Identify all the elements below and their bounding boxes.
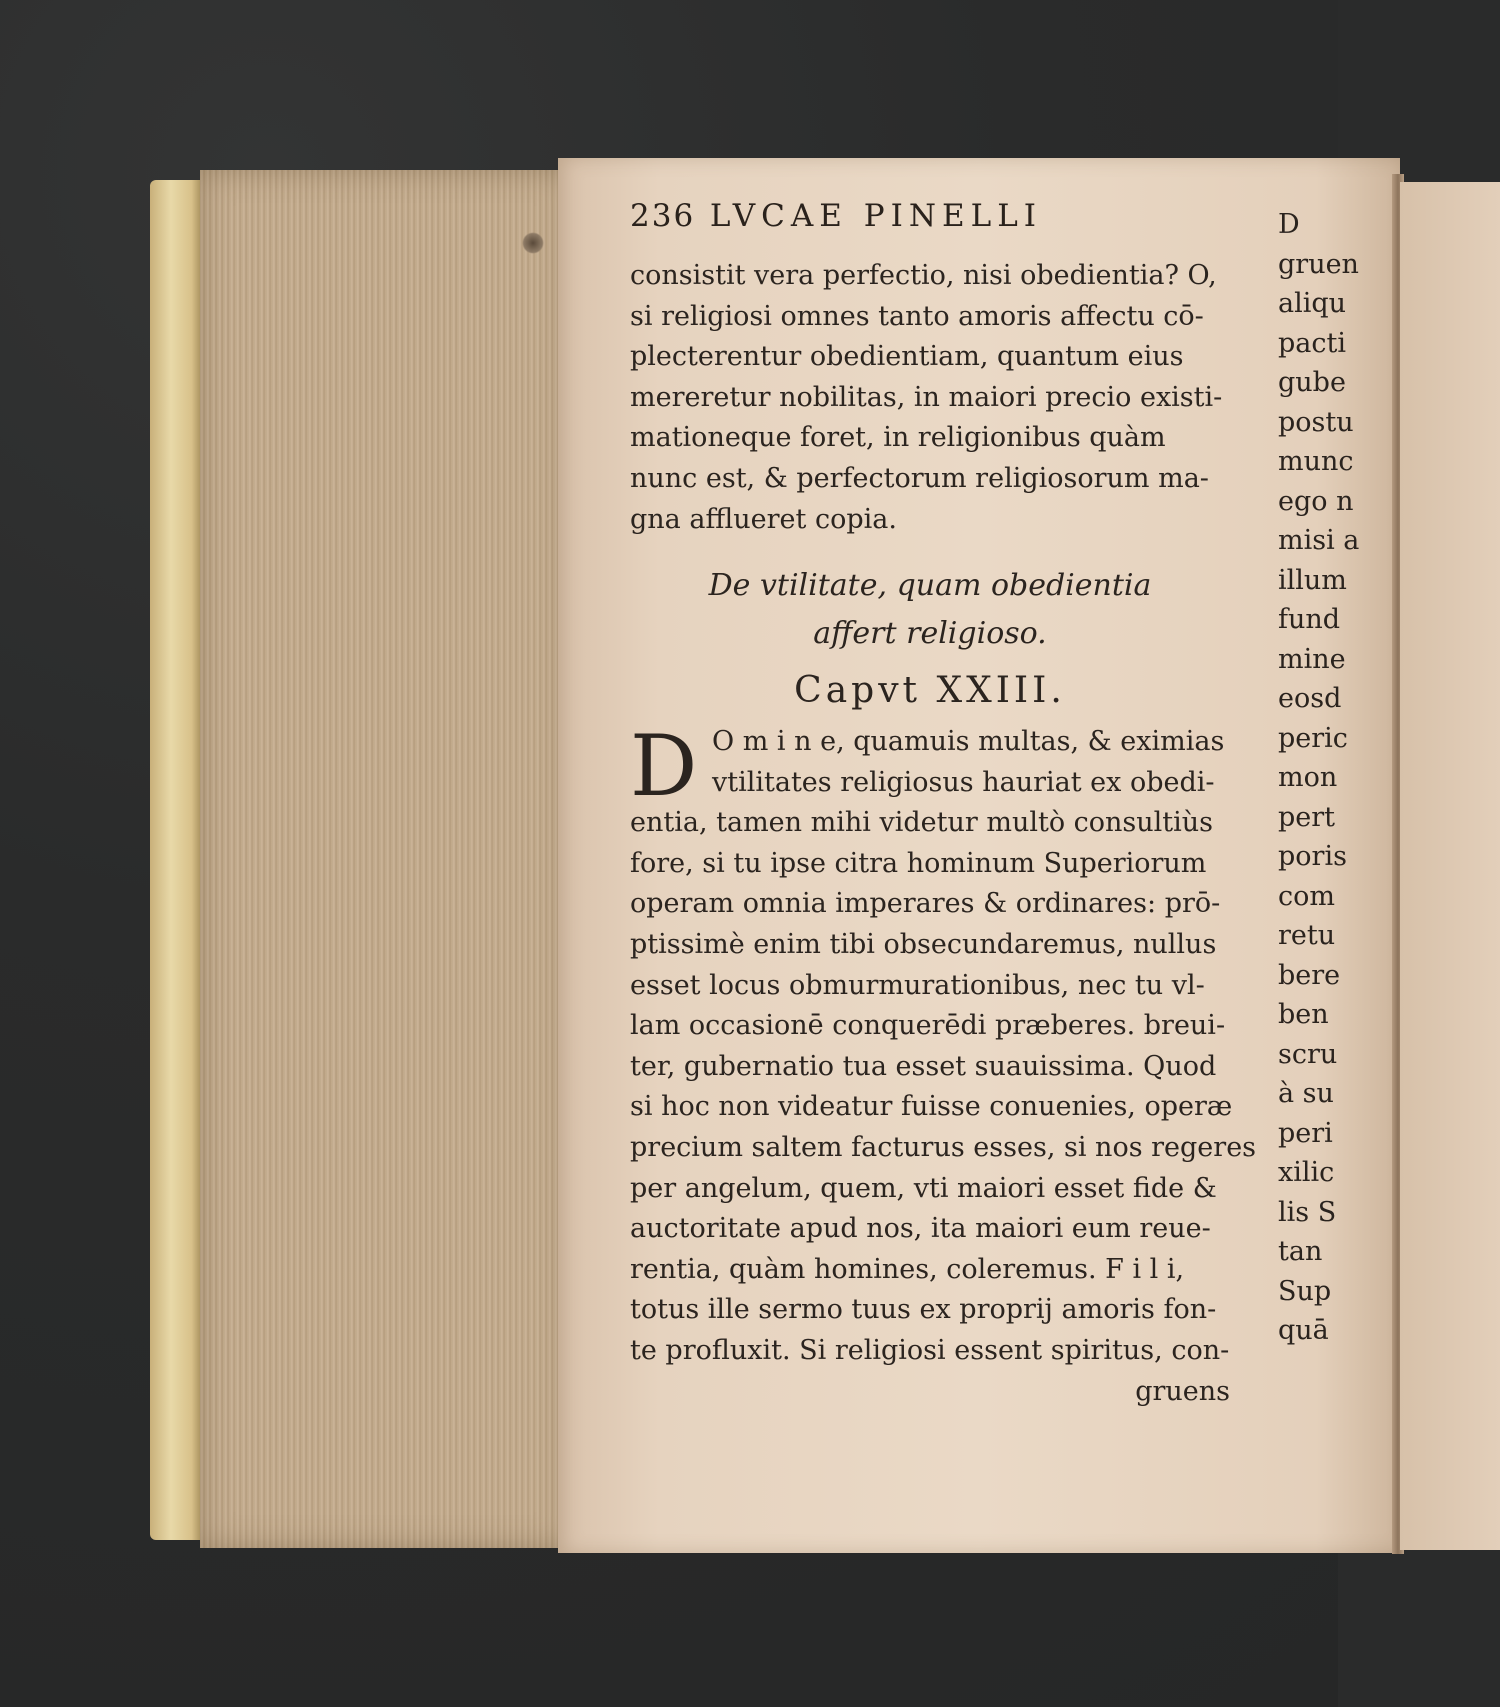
facing-page-line: peri [1278,1117,1333,1149]
text-line: rentia, quàm homines, coleremus. F i l i, [630,1253,1185,1285]
facing-page-line: Sup [1278,1275,1332,1307]
facing-page-line: pacti [1278,327,1346,359]
text-line: te profluxit. Si religiosi essent spiritus, con- [630,1334,1230,1366]
facing-page-line: peric [1278,722,1348,754]
facing-page-line: scru [1278,1038,1338,1070]
text-line: esset locus obmurmurationibus, nec tu vl- [630,969,1205,1001]
facing-page-line: D [1278,209,1300,240]
text-line: fore, si tu ipse citra hominum Superiorum [630,847,1207,879]
section-heading-line-1: De vtilitate, quam obedientia [708,568,1152,603]
facing-page-line: pert [1278,801,1336,833]
chapter-title: Capvt XXIII. [794,670,1066,711]
text-line: O m i n e, quamuis multas, & eximias [712,726,1225,757]
text-line: ter, gubernatio tua esset suauissima. Quod [630,1050,1217,1082]
text-line: ptissimè enim tibi obsecundaremus, nullus [630,928,1217,960]
page-number: 236 [630,198,696,234]
section-heading-line-2: affert religioso. [813,616,1047,651]
text-line: mationeque foret, in religionibus quàm [630,422,1166,454]
running-head [630,198,1042,234]
page-stack [200,170,570,1548]
facing-page-line: bere [1278,959,1341,991]
facing-page-line: aliqu [1278,288,1347,319]
running-title: LVCAE PINELLI [709,198,1043,234]
facing-page-line: poris [1278,841,1347,872]
facing-page-line: ben [1278,999,1329,1030]
drop-capital: D [630,717,698,815]
facing-page-line: gube [1278,367,1346,398]
facing-page-line: eosd [1278,683,1342,714]
facing-page-line: à su [1278,1078,1334,1109]
text-line: lam occasionē conquerēdi præberes. breui- [630,1010,1226,1042]
text-line: plecterentur obedientiam, quantum eius [630,341,1184,373]
facing-page-line: munc [1278,446,1354,477]
facing-page-line: lis S [1278,1196,1337,1228]
facing-page-line: mon [1278,762,1338,793]
worm-hole [522,232,544,254]
text-line: si hoc non videatur fuisse conuenies, operæ [630,1091,1233,1123]
text-line: precium saltem facturus esses, si nos regeres [630,1131,1257,1163]
text-line: gna afflueret copia. [630,503,897,535]
facing-page-line: postu [1278,406,1354,438]
text-line: auctoritate apud nos, ita maiori eum reue- [630,1213,1211,1245]
top-paragraph [630,256,1230,540]
text-line: consistit vera perfectio, nisi obedientia? O, [630,260,1217,291]
facing-page-line: illum [1278,564,1347,596]
catchword: gruens [1135,1375,1230,1407]
facing-page-line: fund [1278,604,1341,635]
facing-page-line: ego n [1278,485,1354,517]
facing-page-line: misi a [1278,525,1360,556]
text-line: operam omnia imperares & ordinares: prō- [630,888,1221,920]
text-line: entia, tamen mihi videtur multò consultiùs [630,807,1214,839]
text-line: totus ille sermo tuus ex proprij amoris fon- [630,1294,1217,1326]
facing-page-line: retu [1278,920,1336,951]
text-line: vtilitates religiosus hauriat ex obedi- [712,766,1215,798]
facing-page-line: mine [1278,643,1346,675]
text-line: per angelum, quem, vti maiori esset fide & [630,1172,1217,1204]
chapter-text [630,717,1257,1412]
text-line: mereretur nobilitas, in maiori precio existi- [630,381,1223,413]
book-fore-edge [150,180,202,1540]
facing-page-text [1278,205,1359,1351]
facing-page [1400,182,1500,1550]
facing-page-line: quā [1278,1315,1329,1346]
facing-page-line: xilic [1278,1157,1335,1188]
facing-page-line: tan [1278,1236,1323,1267]
facing-page-line: gruen [1278,248,1359,280]
text-line: nunc est, & perfectorum religiosorum ma- [630,462,1209,494]
text-line: si religiosi omnes tanto amoris affectu cō- [630,300,1204,332]
facing-page-line: com [1278,880,1335,912]
